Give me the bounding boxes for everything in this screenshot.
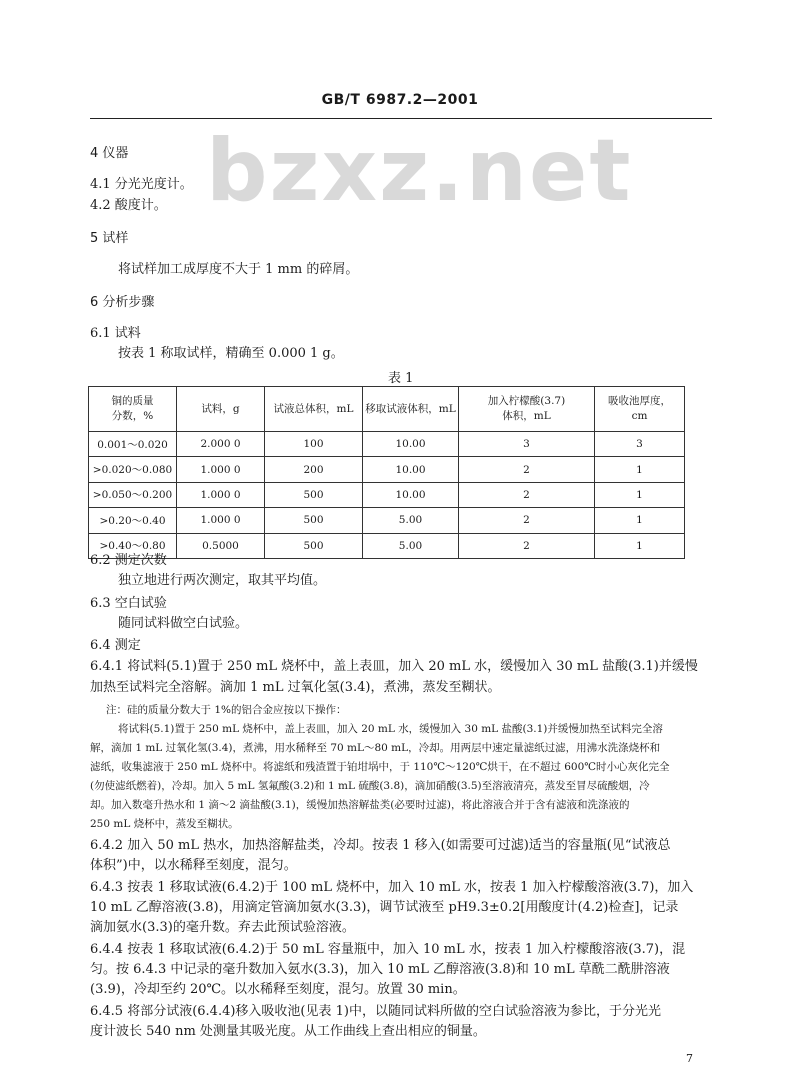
header-rule [90,118,712,119]
section-heading-5: 5 试样 [90,231,129,246]
page-header: GB/T 6987.2—2001 [321,92,479,108]
table-cell: 500 [265,482,363,507]
table-cell: 200 [265,457,363,482]
table-cell: 10.00 [363,432,459,457]
table-cell: 5.00 [363,508,459,533]
paragraph-6-4-1: 6.4.1 将试料(5.1)置于 250 mL 烧杯中，盖上表皿，加入 20 mL 水，缓慢加入 30 mL 盐酸(3.1)并缓慢 [90,659,698,674]
section-6-2-text: 独立地进行两次测定，取其平均值。 [118,573,327,588]
table-cell: 500 [265,508,363,533]
table-cell: >0.40～0.80 [89,533,177,558]
note-line: 滤纸，收集滤液于 250 mL 烧杯中。将滤纸和残渣置于铂坩埚中，于 110℃～120℃烘干，在不超过 600℃时小心灰化完全 [90,761,670,773]
table-cell: 2 [459,457,595,482]
paragraph-6-4-5: 度计波长 540 nm 处测量其吸光度。从工作曲线上查出相应的铜量。 [90,1024,486,1039]
watermark: bzxz.net [206,121,633,221]
paragraph-6-4-2: 6.4.2 加入 50 mL 热水，加热溶解盐类，冷却。按表 1 移入(如需要可过滤)适当的容量瓶(见“试液总 [90,838,671,853]
table-cell: 2.000 0 [177,432,265,457]
table-cell: >0.20～0.40 [89,508,177,533]
section-6-1-text: 按表 1 称取试样，精确至 0.000 1 g。 [118,346,344,361]
table-cell: 100 [265,432,363,457]
table-cell: 2 [459,508,595,533]
paragraph-6-4-3: 10 mL 乙醇溶液(3.8)，用滴定管滴加氨水(3.3)，调节试液至 pH9.3±0.2[用酸度计(4.2)检查]，记录 [90,900,679,915]
table-1 [88,386,685,559]
table-row [89,508,685,533]
table-cell: 1 [595,508,685,533]
table-header-row [89,387,685,432]
header-total-volume: 试液总体积，mL [265,387,363,432]
note-line: 将试料(5.1)置于 250 mL 烧杯中，盖上表皿，加入 20 mL 水，缓慢加入 30 mL 盐酸(3.1)并缓慢加热至试料完全溶 [118,723,663,735]
table-row [89,432,685,457]
paragraph-6-4-4: 6.4.4 按表 1 移取试液(6.4.2)于 50 mL 容量瓶中，加入 10 mL 水，按表 1 加入柠檬酸溶液(3.7)，混 [90,942,686,957]
table-cell: >0.020～0.080 [89,457,177,482]
header-aliquot-volume: 移取试液体积，mL [363,387,459,432]
note-line: 250 mL 烧杯中，蒸发至糊状。 [90,818,239,830]
section-heading-4: 4 仪器 [90,146,129,161]
paragraph-6-4-4: (3.9)，冷却至约 20℃。以水稀释至刻度，混匀。放置 30 min。 [90,982,466,997]
table-cell: 1 [595,533,685,558]
paragraph-6-4-5: 6.4.5 将部分试液(6.4.4)移入吸收池(见表 1)中，以随同试料所做的空白试验溶液为参比，于分光光 [90,1004,661,1019]
section-heading-6-3: 6.3 空白试验 [90,596,167,611]
paragraph-6-4-1: 加热至试料完全溶解。滴加 1 mL 过氧化氢(3.4)，煮沸，蒸发至糊状。 [90,680,501,695]
note-line: 解，滴加 1 mL 过氧化氢(3.4)，煮沸，用水稀释至 70 mL～80 mL，冷却。用两层中速定量滤纸过滤，用沸水洗涤烧杯和 [90,742,661,754]
table-cell: 3 [595,432,685,457]
table-cell: 500 [265,533,363,558]
table-cell: 1.000 0 [177,508,265,533]
header-cell-thickness: 吸收池厚度， cm [595,387,685,432]
table-cell: 2 [459,482,595,507]
table-row [89,533,685,558]
table-cell: 10.00 [363,457,459,482]
paragraph-6-4-3: 6.4.3 按表 1 移取试液(6.4.2)于 100 mL 烧杯中，加入 10 mL 水，按表 1 加入柠檬酸溶液(3.7)，加入 [90,880,694,895]
section-heading-6-4: 6.4 测定 [90,638,141,653]
note-line: (勿使滤纸燃着)，冷却。加入 5 mL 氢氟酸(3.2)和 1 mL 硫酸(3.8)，滴加硝酸(3.5)至溶液清亮，蒸发至冒尽硫酸烟，冷 [90,780,650,792]
table-cell: 1 [595,457,685,482]
section-6-3-text: 随同试料做空白试验。 [118,616,249,631]
table-cell: 1 [595,482,685,507]
page-number: 7 [686,1052,693,1065]
paragraph-6-4-2: 体积”)中，以水稀释至刻度，混匀。 [90,858,297,873]
paragraph-6-4-4: 匀。按 6.4.3 中记录的毫升数加入氨水(3.3)，加入 10 mL 乙醇溶液(3.8)和 10 mL 草酰二酰肼溶液 [90,962,670,977]
section-5-text: 将试样加工成厚度不大于 1 mm 的碎屑。 [118,262,359,277]
header-copper-fraction: 铜的质量 分数，% [89,387,177,432]
header-citric-acid-volume: 加入柠檬酸(3.7) 体积，mL [459,387,595,432]
section-heading-6: 6 分析步骤 [90,295,155,310]
table-cell: 1.000 0 [177,482,265,507]
table-cell: 0.001～0.020 [89,432,177,457]
table-cell: 3 [459,432,595,457]
table-cell: >0.050～0.200 [89,482,177,507]
note-line: 却。加入数毫升热水和 1 滴～2 滴盐酸(3.1)，缓慢加热溶解盐类(必要时过滤)，将此溶液合并于含有滤液和洗涤液的 [90,799,630,811]
paragraph-6-4-3: 滴加氨水(3.3)的毫升数。弃去此预试验溶液。 [90,920,355,935]
item-4-2: 4.2 酸度计。 [90,198,167,213]
table-cell: 1.000 0 [177,457,265,482]
header-sample-mass: 试料，g [177,387,265,432]
item-4-1: 4.1 分光光度计。 [90,177,193,192]
table-row [89,482,685,507]
table-cell: 10.00 [363,482,459,507]
table-caption: 表 1 [388,371,414,386]
table-cell: 5.00 [363,533,459,558]
table-cell: 0.5000 [177,533,265,558]
table-cell: 2 [459,533,595,558]
table-row [89,457,685,482]
note-line: 注：硅的质量分数大于 1%的铝合金应按以下操作： [106,704,347,716]
section-heading-6-2: 6.2 测定次数 [90,553,167,568]
section-heading-6-1: 6.1 试料 [90,326,141,341]
